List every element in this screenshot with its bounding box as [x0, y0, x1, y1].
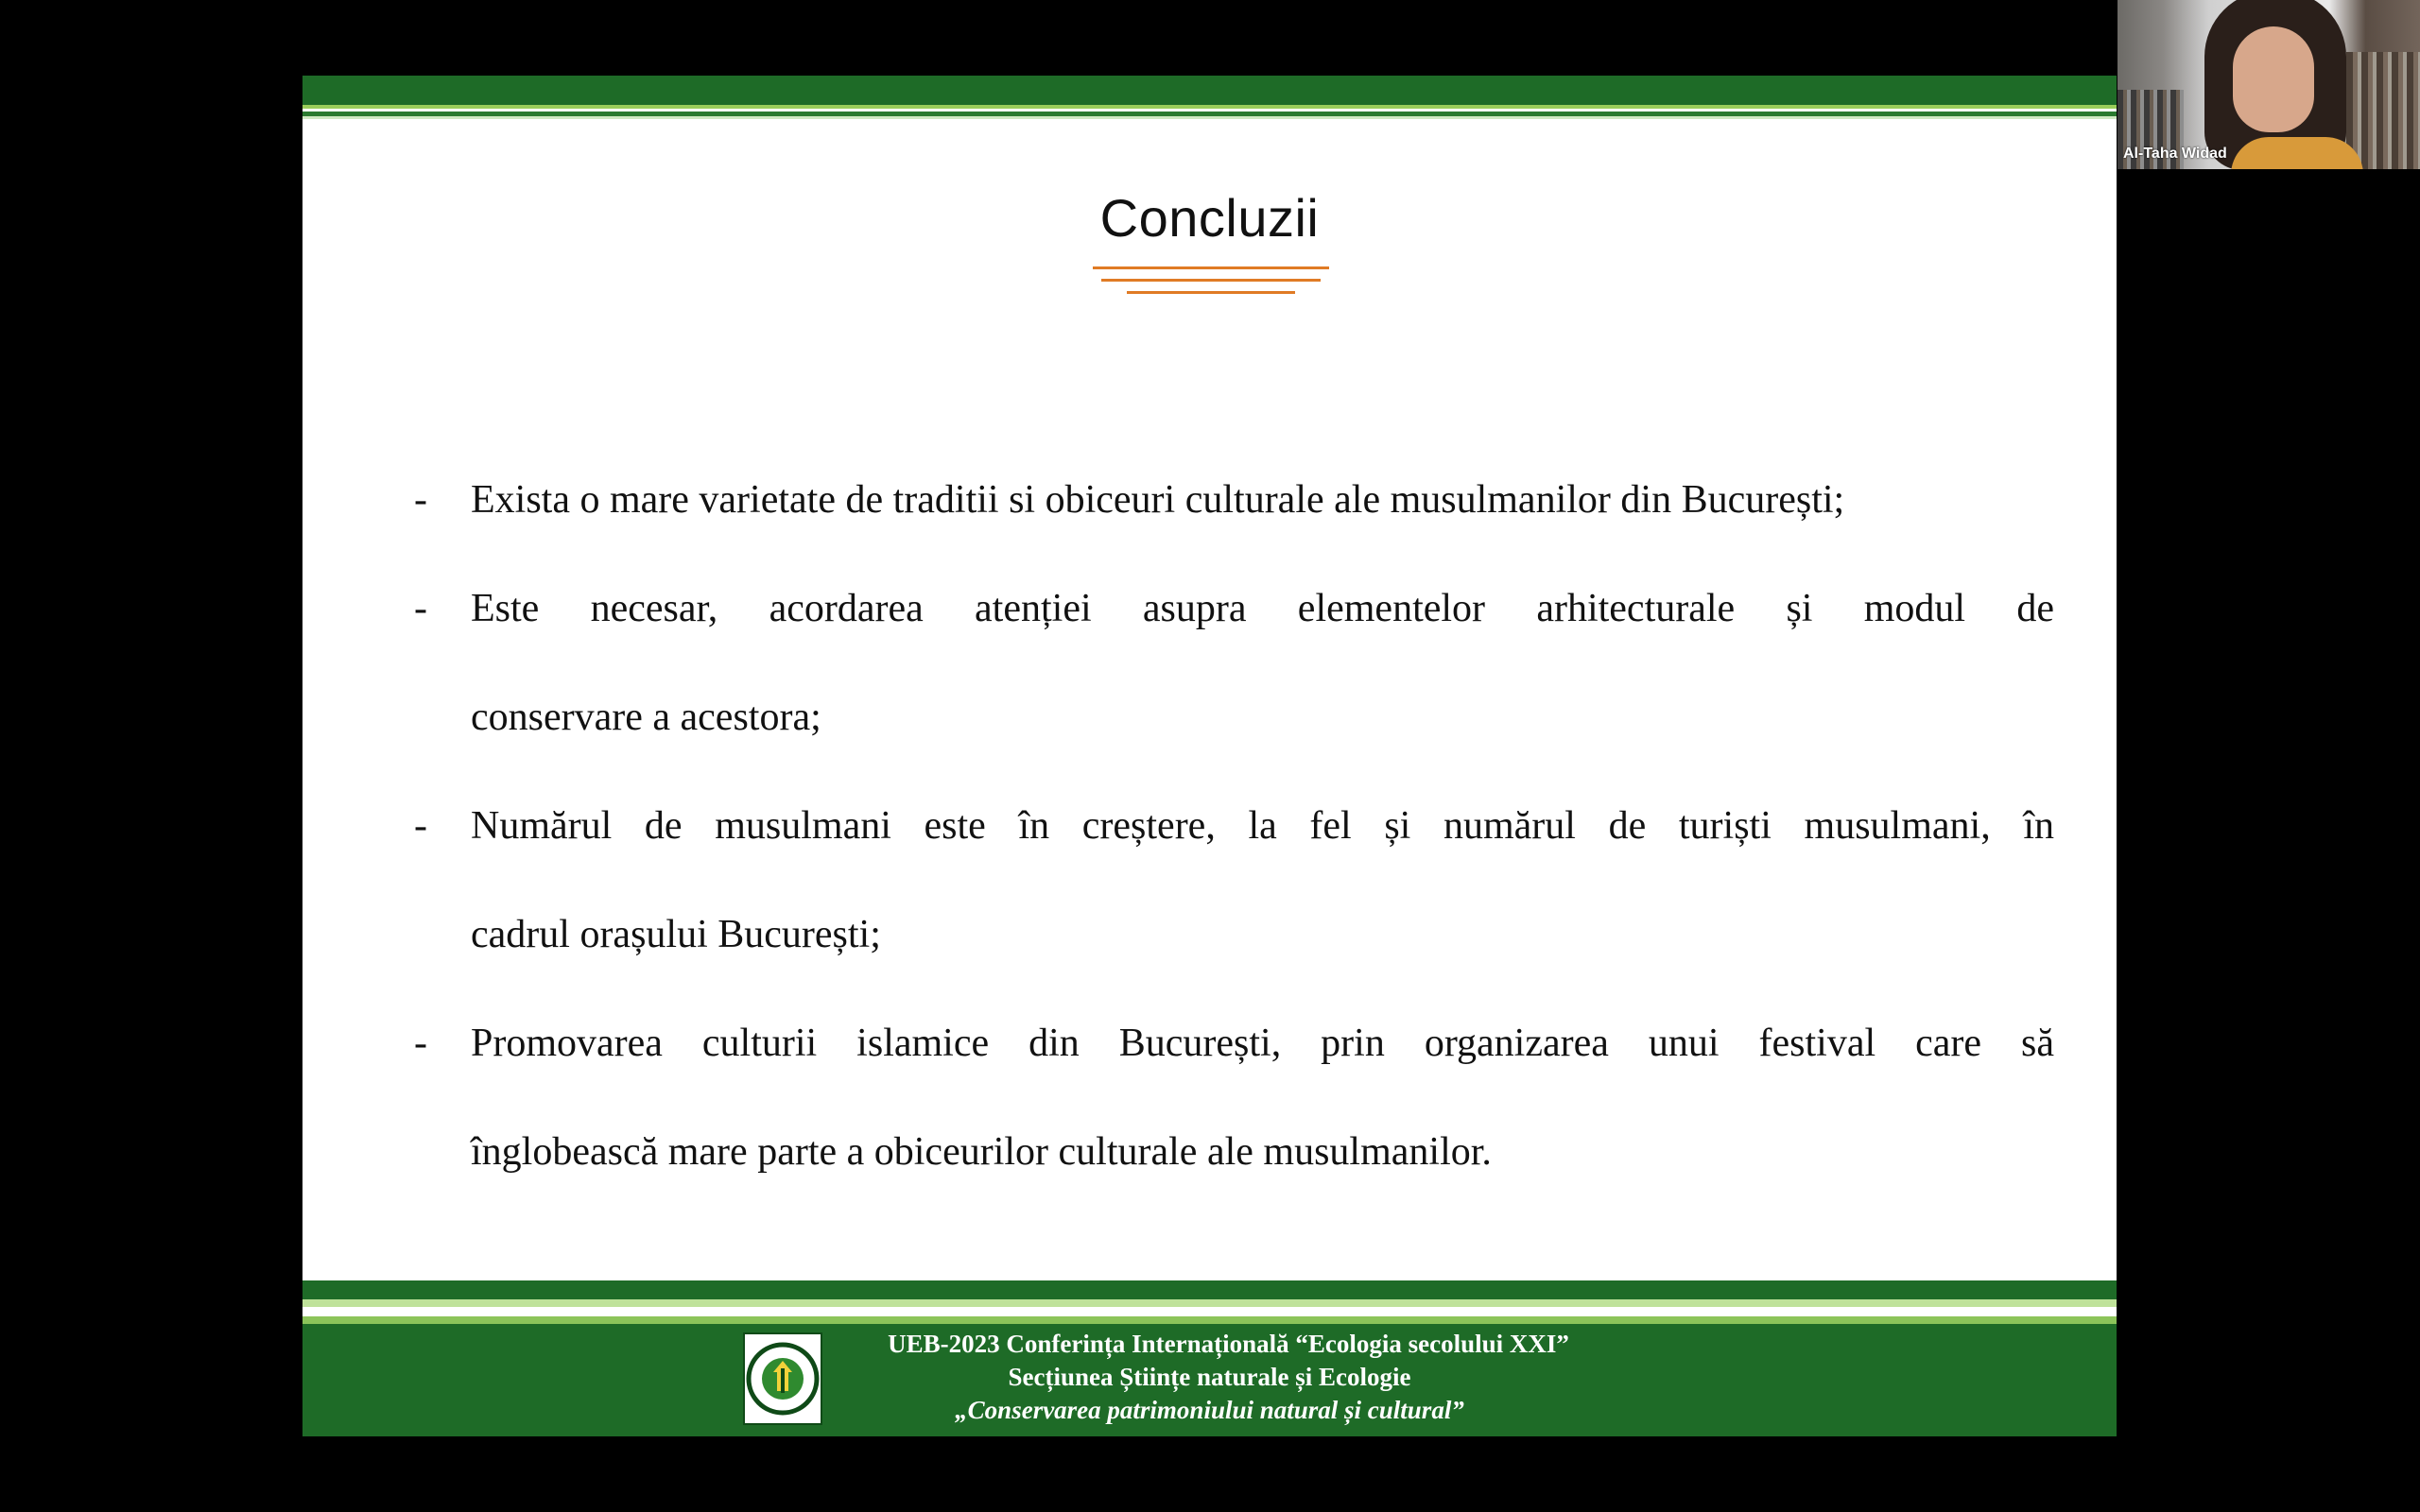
bullet-marker: -	[414, 804, 427, 848]
bullet-2-line-1: Este necesar, acordarea atenției asupra elementelor arhitecturale și modul de	[471, 587, 2054, 630]
bullet-3-line-2: cadrul orașului București;	[471, 913, 881, 956]
participant-name-label: Al-Taha Widad	[2123, 146, 2227, 162]
footer-line-2: Secțiunea Științe naturale și Ecologie	[1008, 1363, 1411, 1391]
bullet-marker: -	[414, 1022, 427, 1065]
footer-stripe	[302, 1280, 2117, 1299]
bullet-marker: -	[414, 478, 427, 522]
footer-line-1: UEB-2023 Conferința Internațională “Ecologia secolului XXI”	[888, 1330, 1569, 1358]
slide-title: Concluzii	[1099, 188, 1320, 248]
participant-body	[2231, 137, 2363, 169]
bullet-4-line-2: înglobească mare parte a obiceurilor culturale ale musulmanilor.	[471, 1130, 1492, 1174]
bullet-1-line-1: Exista o mare varietate de traditii si obiceuri culturale ale musulmanilor din București;	[471, 478, 1845, 522]
bullet-list	[302, 76, 2117, 1436]
bullet-marker: -	[414, 587, 427, 630]
footer-stripe	[302, 1299, 2117, 1307]
footer-caption	[302, 1328, 2117, 1427]
presentation-slide	[302, 76, 2117, 1436]
bullet-2-line-2: conservare a acestora;	[471, 696, 821, 739]
footer-line-3: „Conservarea patrimoniului natural și cultural”	[955, 1396, 1464, 1424]
footer-stripe	[302, 1307, 2117, 1316]
bullet-4-line-1: Promovarea culturii islamice din București, prin organizarea unui festival care să	[471, 1022, 2054, 1065]
bullet-3-line-1: Numărul de musulmani este în creștere, la fel și numărul de turiști musulmani, în	[471, 804, 2054, 848]
participant-face	[2233, 26, 2314, 132]
footer-stripe	[302, 1316, 2117, 1324]
participant-video-tile[interactable]	[2118, 0, 2420, 169]
